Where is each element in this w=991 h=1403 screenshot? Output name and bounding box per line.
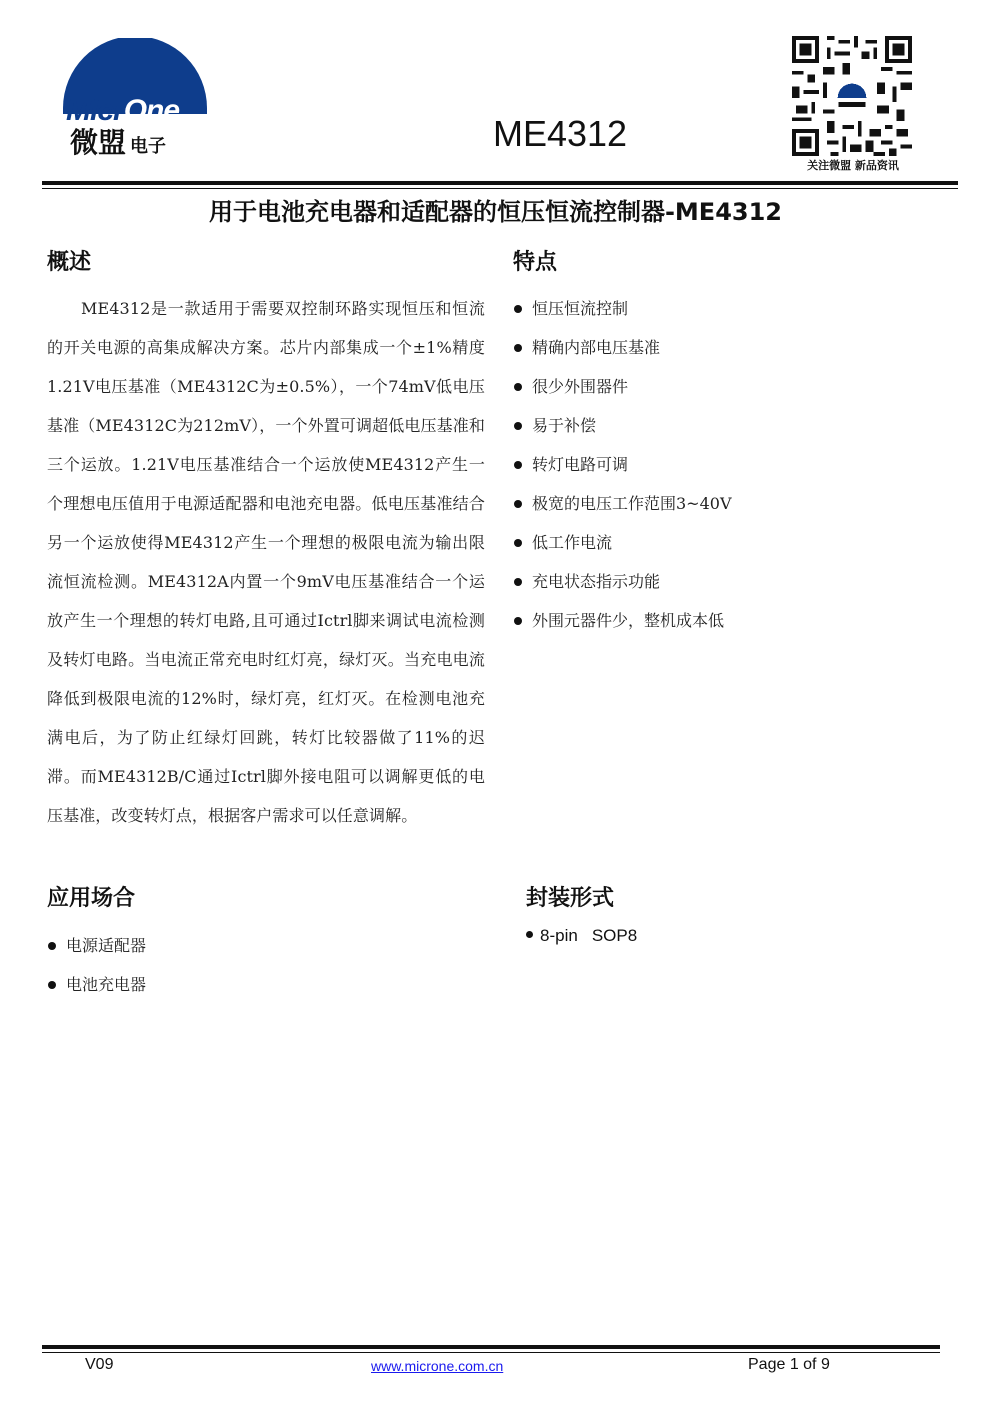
- application-item: 电池充电器: [47, 965, 146, 1004]
- footer-page-number: Page 1 of 9: [748, 1356, 830, 1373]
- footer-version: V09: [85, 1356, 114, 1373]
- header-rule-thin: [42, 188, 958, 189]
- package-item: [526, 922, 637, 950]
- qr-code-icon[interactable]: [786, 32, 918, 160]
- package-type: SOP8: [591, 926, 638, 945]
- footer-rule-thick: [42, 1345, 940, 1349]
- logo-text-en: MicrOne: [66, 94, 180, 127]
- overview-text: ME4312是一款适用于需要双控制环路实现恒压和恒流的开关电源的高集成解决方案。芯片内部集成一个±1%精度1.21V电压基准（ME4312C为±0.5%），一个74mV低电压基准（ME4312C为212mV），一个外置可调超低电压基准和三个运放。1.21V电压基准结合一个运放使ME4312产生一个理想电压值用于电源适配器和电池充电器。低电压基准结合另一个运放使得ME4312产生一个理想的极限电流为输出限流恒流检测。ME4312A内置一个9mV电压基准结合一个运放产生一个理想的转灯电路,且可通过Ictrl脚来调试电流检测及转灯电路。当电流正常充电时红灯亮，绿灯灭。当充电电流降低到极限电流的12%时，绿灯亮，红灯灭。在检测电池充满电后，为了防止红绿灯回跳，转灯比较器做了11%的迟滞。而ME4312B/C通过Ictrl脚外接电阻可以调解更低的电压基准，改变转灯点，根据客户需求可以任意调解。: [47, 299, 485, 825]
- qr-caption: 关注微盟 新品资讯: [807, 159, 899, 172]
- package-heading: 封装形式: [526, 886, 615, 911]
- logo-text-zh: 微盟 电子: [70, 126, 167, 159]
- main-title: 用于电池充电器和适配器的恒压恒流控制器-ME4312: [208, 198, 783, 226]
- feature-item: 易于补偿: [513, 406, 732, 445]
- feature-item: 低工作电流: [513, 523, 732, 562]
- feature-item: 极宽的电压工作范围3~40V: [513, 484, 732, 523]
- bullet-dot-icon: [526, 931, 533, 938]
- applications-heading: 应用场合: [47, 886, 136, 911]
- application-item: 电源适配器: [47, 926, 146, 965]
- feature-item: 很少外围器件: [513, 367, 732, 406]
- feature-item: 恒压恒流控制: [513, 289, 732, 328]
- features-heading: 特点: [513, 250, 558, 275]
- footer-website-link[interactable]: www.microne.com.cn: [371, 1358, 504, 1374]
- footer-rule-thin: [42, 1352, 940, 1353]
- feature-item: 充电状态指示功能: [513, 562, 732, 601]
- feature-item: 外围元器件少，整机成本低: [513, 601, 732, 640]
- package-pins: 8-pin: [540, 926, 578, 945]
- features-list: [513, 289, 732, 640]
- overview-heading: 概述: [47, 250, 92, 275]
- applications-list: [47, 926, 146, 1004]
- feature-item: 精确内部电压基准: [513, 328, 732, 367]
- header-rule-thick: [42, 181, 958, 185]
- document-title: ME4312: [492, 113, 628, 154]
- feature-item: 转灯电路可调: [513, 445, 732, 484]
